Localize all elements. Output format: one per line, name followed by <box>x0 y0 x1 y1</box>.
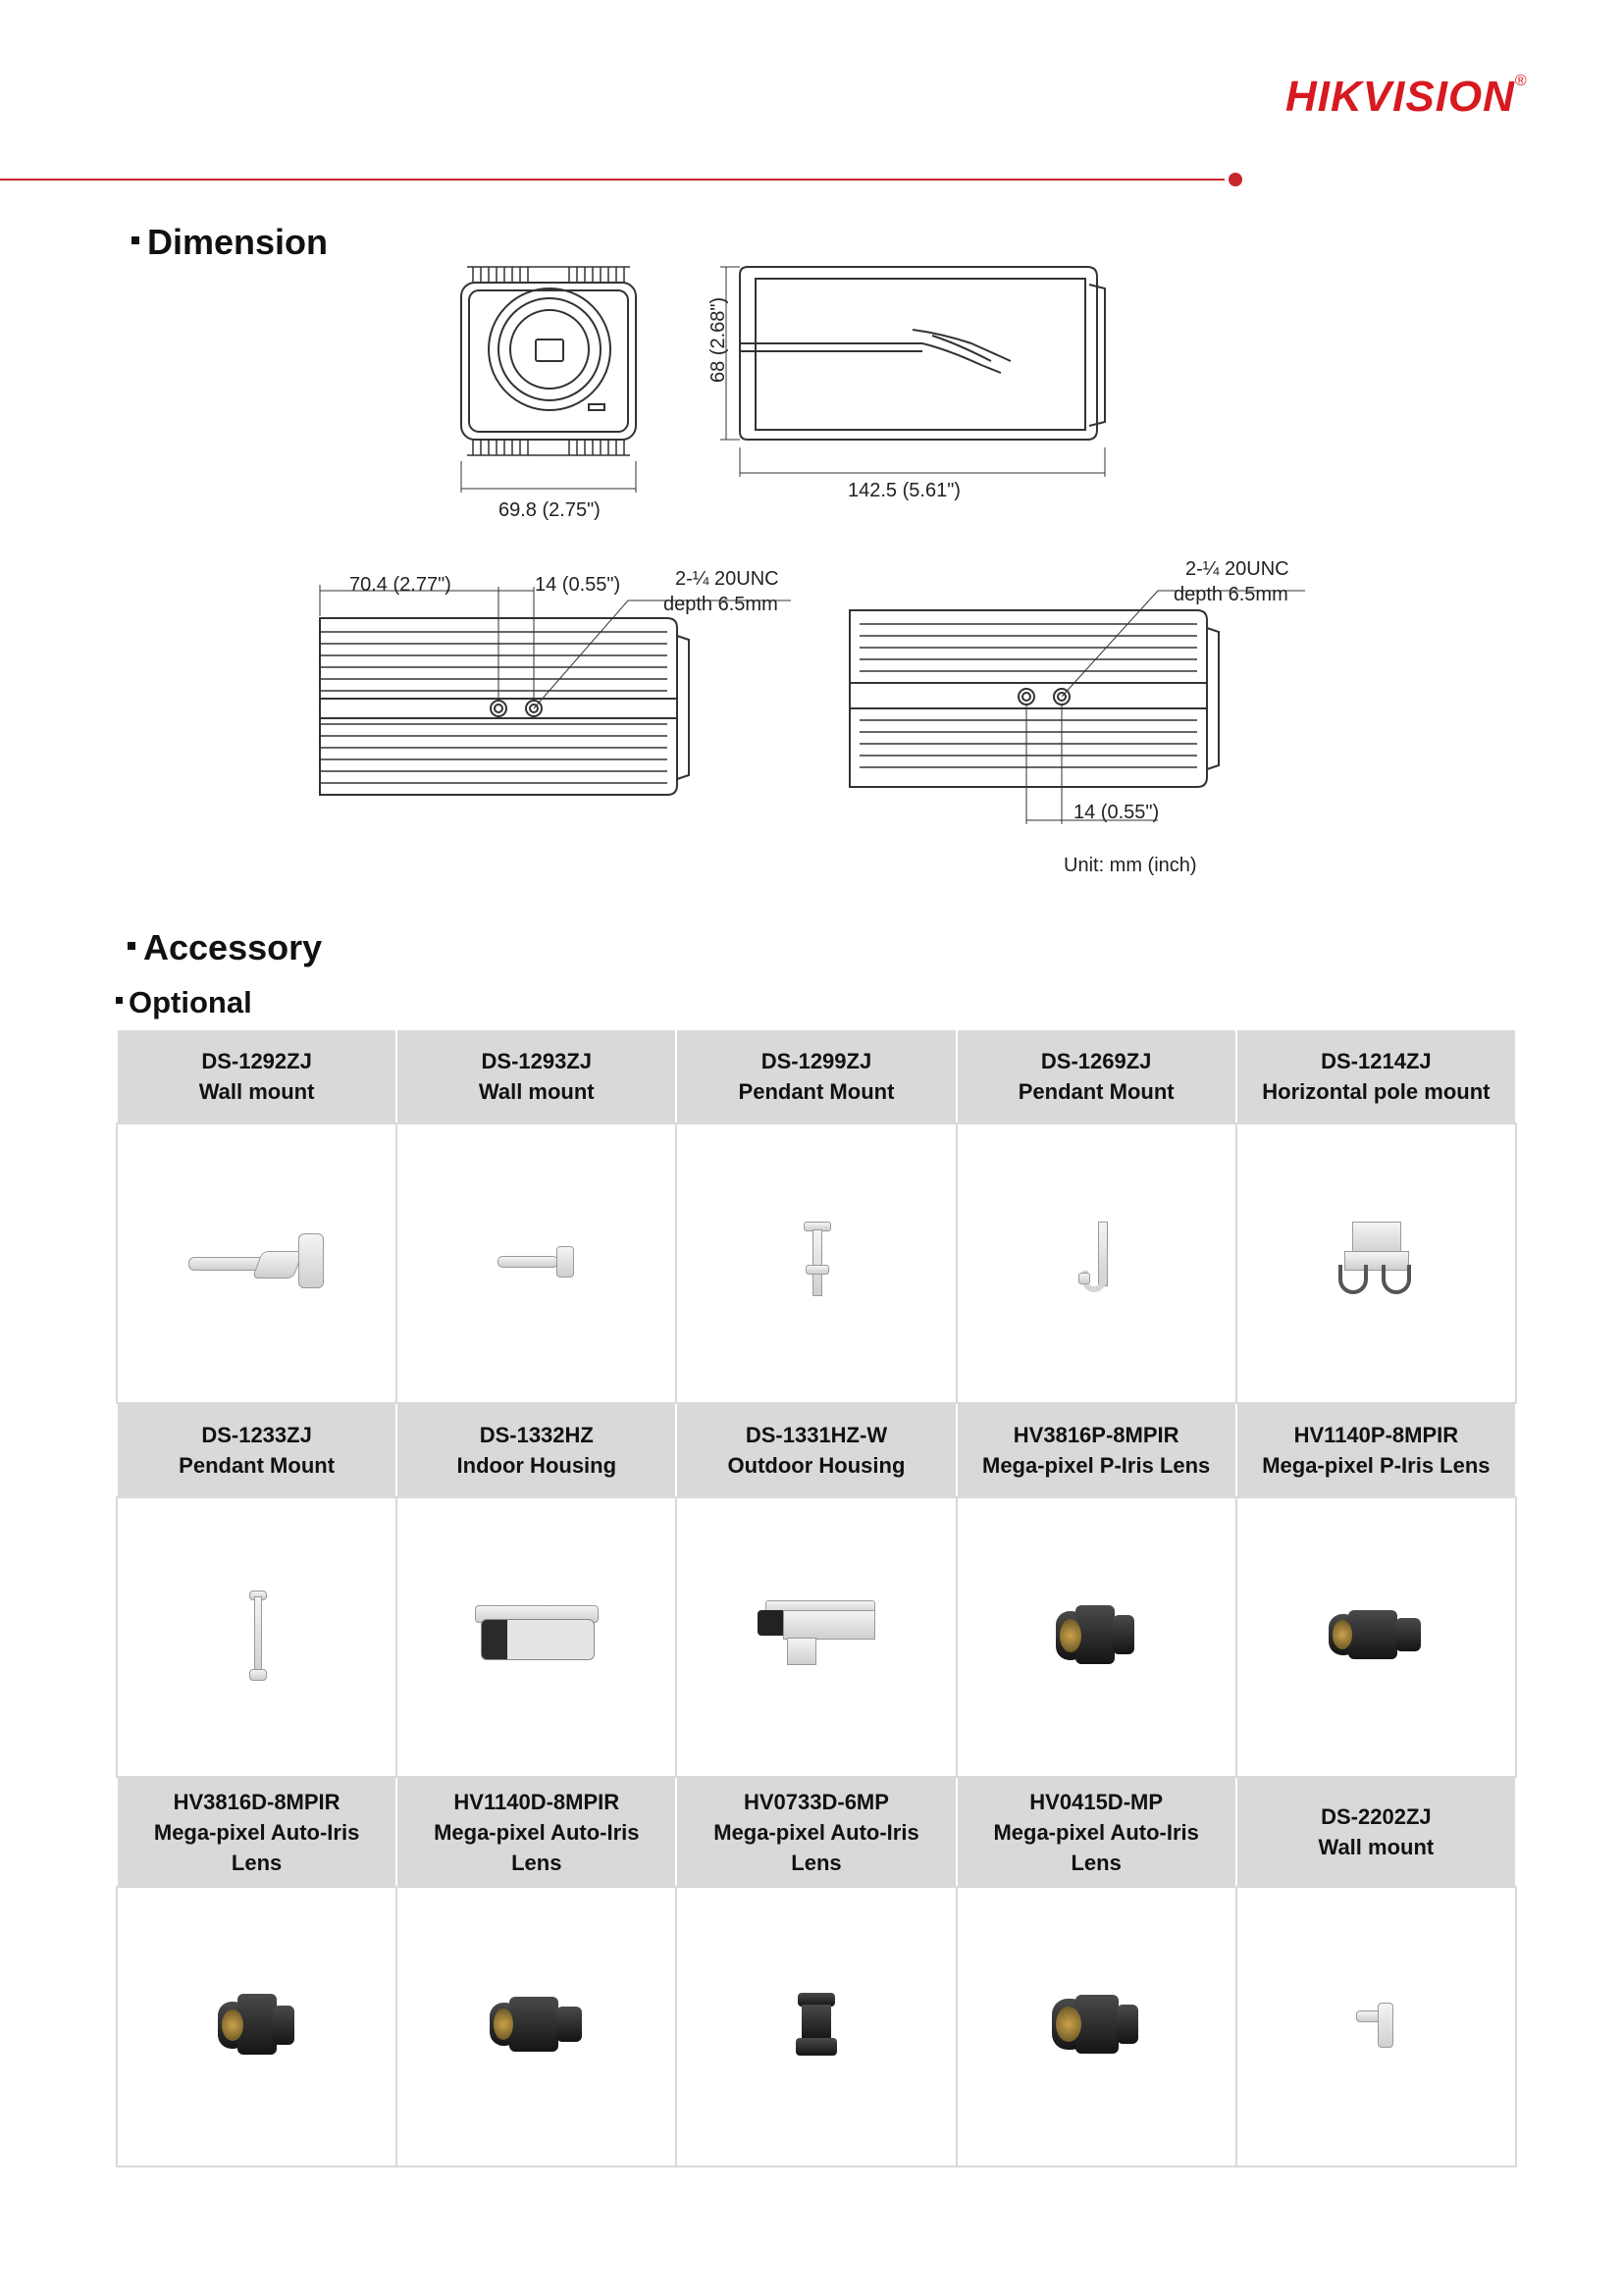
accessory-image-cell <box>117 1887 396 2166</box>
accessory-image-cell <box>117 1123 396 1403</box>
wall-mount-short-icon <box>497 1246 576 1276</box>
model-name: HV1140D-8MPIR <box>453 1789 620 1814</box>
model-desc: Lens <box>1071 1850 1122 1875</box>
small-wall-mount-icon <box>1356 2003 1395 2046</box>
pendant-pole-icon <box>245 1591 269 1679</box>
pole-mount-icon <box>1338 1222 1413 1300</box>
wall-mount-arm-icon <box>188 1231 326 1290</box>
lens-icon <box>1056 1605 1136 1664</box>
dimension-title: Dimension <box>131 222 328 263</box>
model-desc: Lens <box>511 1850 562 1875</box>
accessory-image-cell <box>676 1887 956 2166</box>
indoor-housing-icon <box>475 1605 599 1664</box>
accessory-header-cell <box>117 1777 396 1887</box>
pendant-mount-icon <box>802 1222 831 1300</box>
model-name: HV0733D-6MP <box>743 1789 889 1814</box>
pendant-j-mount-icon <box>1076 1222 1116 1300</box>
small-lens-icon <box>794 1993 839 2056</box>
bullet-icon <box>116 997 123 1004</box>
bottom-offset-label: 70.4 (2.77") <box>349 574 451 596</box>
model-name: DS-1269ZJ <box>1040 1049 1152 1073</box>
accessory-header-cell <box>957 1403 1236 1497</box>
accessory-image-cell <box>957 1497 1236 1777</box>
thread-left-line2: depth 6.5mm <box>663 594 778 615</box>
long-lens-icon <box>490 1997 584 2052</box>
model-name: DS-1292ZJ <box>201 1049 312 1073</box>
model-desc: Horizontal pole mount <box>1262 1079 1491 1104</box>
model-name: DS-1214ZJ <box>1321 1049 1432 1073</box>
model-desc: Mega-pixel Auto-Iris <box>993 1819 1199 1845</box>
accessory-header-cell <box>676 1029 956 1123</box>
model-name: HV0415D-MP <box>1029 1789 1164 1814</box>
model-name: HV3816P-8MPIR <box>1013 1423 1179 1447</box>
model-desc: Pendant Mount <box>1018 1079 1175 1104</box>
accessory-image-cell <box>1236 1123 1516 1403</box>
accessory-image-cell <box>396 1497 676 1777</box>
unit-label: Unit: mm (inch) <box>1064 855 1197 876</box>
dimension-drawing <box>0 0 1623 903</box>
model-desc: Pendant Mount <box>179 1453 336 1478</box>
accessory-image-cell <box>396 1123 676 1403</box>
optional-title: Optional <box>116 985 252 1020</box>
accessory-header-cell <box>396 1777 676 1887</box>
accessory-header-cell <box>676 1403 956 1497</box>
model-desc: Wall mount <box>198 1079 315 1104</box>
model-name: DS-1233ZJ <box>201 1423 312 1447</box>
model-desc: Wall mount <box>478 1079 595 1104</box>
outdoor-housing-icon <box>758 1600 875 1669</box>
model-name: DS-2202ZJ <box>1321 1804 1432 1829</box>
lens-icon <box>1052 1995 1140 2054</box>
accessory-header-cell <box>117 1403 396 1497</box>
accessory-header-cell <box>396 1403 676 1497</box>
bullet-icon <box>128 942 135 950</box>
bottom-view-left <box>320 585 791 795</box>
model-desc: Mega-pixel P-Iris Lens <box>982 1453 1211 1478</box>
model-desc: Mega-pixel Auto-Iris <box>153 1819 360 1845</box>
front-width-label: 69.8 (2.75") <box>498 499 601 521</box>
model-name: DS-1293ZJ <box>481 1049 593 1073</box>
model-desc: Pendant Mount <box>738 1079 895 1104</box>
accessory-image-cell <box>1236 1497 1516 1777</box>
thread-right-line1: 2-¼ 20UNC <box>1185 558 1289 580</box>
accessory-header-cell <box>396 1029 676 1123</box>
model-desc: Outdoor Housing <box>727 1453 906 1478</box>
hole-spacing-left-label: 14 (0.55") <box>535 574 621 596</box>
model-desc: Mega-pixel Auto-Iris <box>434 1819 640 1845</box>
accessory-header-cell <box>1236 1403 1516 1497</box>
hole-spacing-right-label: 14 (0.55") <box>1073 802 1160 823</box>
hikvision-logo: HIKVISION® <box>1285 73 1528 121</box>
accessory-image-cell <box>396 1887 676 2166</box>
accessory-header-cell <box>957 1029 1236 1123</box>
height-label: 68 (2.68") <box>707 296 729 383</box>
model-name: DS-1332HZ <box>479 1423 594 1447</box>
thread-right-line2: depth 6.5mm <box>1174 584 1288 605</box>
bottom-view-right <box>850 591 1305 824</box>
accessory-header-cell <box>117 1029 396 1123</box>
accessory-image-cell <box>117 1497 396 1777</box>
accessory-header-cell <box>957 1777 1236 1887</box>
model-desc: Wall mount <box>1318 1835 1435 1859</box>
model-desc: Lens <box>231 1850 283 1875</box>
side-view <box>720 267 1105 477</box>
accessory-image-cell <box>1236 1887 1516 2166</box>
accessory-title: Accessory <box>128 927 322 968</box>
lens-icon <box>1329 1610 1423 1659</box>
accessory-image-cell <box>957 1887 1236 2166</box>
model-desc: Mega-pixel P-Iris Lens <box>1262 1453 1491 1478</box>
front-view <box>461 267 636 493</box>
model-name: HV3816D-8MPIR <box>173 1789 340 1814</box>
accessory-header-cell <box>1236 1029 1516 1123</box>
model-desc: Lens <box>791 1850 842 1875</box>
model-name: DS-1299ZJ <box>760 1049 872 1073</box>
model-name: HV1140P-8MPIR <box>1293 1423 1459 1447</box>
accessory-table <box>116 1028 1517 2167</box>
accessory-header-cell <box>1236 1777 1516 1887</box>
model-name: DS-1331HZ-W <box>745 1423 888 1447</box>
model-desc: Mega-pixel Auto-Iris <box>713 1819 919 1845</box>
lens-icon <box>218 1994 296 2055</box>
thread-left-line1: 2-¼ 20UNC <box>675 568 779 590</box>
accessory-image-cell <box>676 1497 956 1777</box>
accessory-image-cell <box>957 1123 1236 1403</box>
accessory-header-cell <box>676 1777 956 1887</box>
model-desc: Indoor Housing <box>456 1453 617 1478</box>
accessory-image-cell <box>676 1123 956 1403</box>
length-label: 142.5 (5.61") <box>848 480 961 501</box>
